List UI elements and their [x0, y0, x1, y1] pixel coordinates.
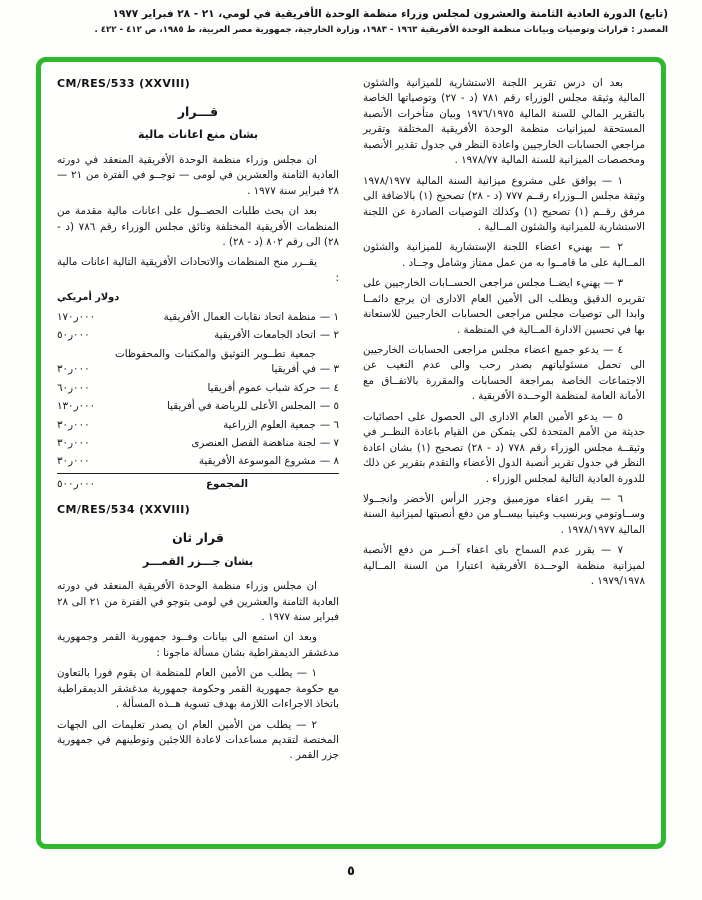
grant-number: ٤ — [319, 381, 339, 394]
grant-amount: ٠٠٠ر٦٠ [57, 381, 90, 394]
grant-row [57, 418, 339, 433]
header-session-line: (تابع) الدورة العادية الثامنة والعشرون لمجلس وزراء منظمة الوحدة الأفريقية في لومي، ٢١ - ٢٨ فبراير ١٩٧٧ [112, 8, 668, 20]
header-source-line: المصدر : قرارات وتوصيات وبيانات منظمة الوحدة الأفريقية ١٩٦٣ - ١٩٨٣، وزارة الخارجية، جمهورية مصر العربية، ط ١٩٨٥، ص ٤١٢ - ٤٢٢ . [94, 25, 668, 35]
grants-total-label: المجموع [205, 477, 249, 490]
grant-name: منظمة اتحاد نقابات العمال الأفريقية [163, 310, 316, 323]
grant-number: ٧ — [319, 437, 339, 449]
resolution-paragraph: ١ — يوافق على مشروع ميزانية السنة المالية ١٩٧٨/١٩٧٧ وثيقة مجلس الــوزراء رقــم ٧٧٧ (د - ٢٨) تصحيح (١) بالاضافة الى مرفق رقــم (١) تصحيح (١) وكذلك التوصيات الصادرة عن اللجنة الاستشارية للميزانية والشئون المــالية . [363, 174, 646, 233]
grant-number: ٣ — [319, 363, 339, 376]
resolution-paragraph: ٢ — يهنيء اعضاء اللجنة الإستشارية للميزانية والشئون المــالية على ما قامــوا به من عمل ممتاز وشامل وجــاد . [363, 241, 645, 269]
grants-total-row [57, 473, 339, 492]
grant-name: اتحاد الجامعات الأفريقية [214, 329, 316, 342]
grant-row [57, 328, 339, 343]
resolution-paragraph: يقــرر منح المنظمات والاتحادات الأفريقية التالية اعانات مالية : [57, 256, 339, 284]
resolution-title: قـــرار [177, 103, 219, 119]
grant-name: لجنة مناهضة الفصل العنصرى [191, 437, 316, 449]
grant-row [57, 310, 339, 325]
resolution-subtitle-2: بشان جـــزر القمـــر [142, 554, 254, 568]
resolution-paragraph: ٦ — يقرر اعفاء موزمبيق وجزر الرأس الأخضر وانجــولا وســاوتومي وبرنسيب وغينيا بيســاو من دفع أنصبتها لميزانية السنة المالية ١٩٧٨/١٩٧٧ . [363, 492, 645, 536]
resolution-reference-534: CM/RES/534 (XXVIII) [57, 503, 191, 517]
grant-number: ٢ — [319, 329, 339, 342]
grant-number: ٨ — [319, 455, 339, 468]
resolution-paragraph: بعد ان درس تقرير اللجنة الاستشارية للميزانية والشئون المالية وثيقة مجلس الوزراء رقم ٧٨١ (د - ٢٧) وتوصياتها الخاصة بالتقرير المالي للسنة المالية ١٩٧٦/١٩٧٥ وبيان متأخرات الأنصبة المستحقة لميزانيات منظمة الوحدة الأفريقية المختلفة وتقرير مراجعي الحسابات الخارجيين واعادة النظر في جدول تقدير الأنصبة ومخصصات الميزانية للسنة المالية ١٩٧٨/٧٧ . [363, 77, 645, 167]
resolution-paragraph: ان مجلس وزراء منظمة الوحدة الأفريقية المنعقد في دورته العادية الثامنة والعشرين في لومى بتوجو في الفترة من ٢١ الى ٢٨ فبراير سنة ١٩٧٧ . [57, 580, 339, 623]
resolution-paragraph: ٧ — يقرر عدم السماح باى اعفاء آخــر من دفع الأنصبة لميزانية منظمة الوحــدة الأفريقية اعتبارا من السنة المــالية ١٩٧٩/١٩٧٨ . [363, 544, 645, 588]
resolution-paragraph: ٢ — يطلب من الأمين العام ان يصدر تعليمات الى الجهات المختصة لتقديم مساعدات لاعادة اللاجئين وتوطينهم في جمهورية جزر القمر . [57, 718, 339, 762]
grant-row [57, 381, 339, 396]
grant-amount: ٠٠٠ر٣٠ [57, 437, 90, 449]
resolution-subtitle: بشان منع اعانات مالية [137, 128, 259, 142]
grant-amount: ٠٠٠ر٣٠ [57, 455, 90, 468]
resolution-paragraph: ٤ — يدعو جميع اعضاء مجلس مراجعى الحسابات الخارجيين الى تحمل مسئولياتهم بصدر رحب والى عدم التغيب عن الاجتماعات الخاصة بمراجعة الحسابات والمقررة بالاتفــاق مع الأمانة العامة لمنظمة الوحــدة الأفريقية . [363, 344, 645, 403]
resolution-paragraph: ٣ — يهنيء ايضــا مجلس مراجعى الحســابات الخارجيين على تقريره الدقيق ويطلب الى الأمين العام الادارى ان يرجع دائمــا وابدا الى توصيات مجلس مراجعى الحسابات الخارجيين للاستعانة بها في تحسين الادارة المــالية في المنظمة . [363, 277, 645, 336]
grant-row [57, 399, 339, 414]
grant-name: جمعية تطــوير التوثيق والمكتبات والمحفوظات في أفريقيا [115, 347, 316, 376]
resolution-title-2: قرار ثان [172, 529, 224, 545]
left-column [57, 76, 339, 830]
content-frame [36, 57, 666, 849]
page-number: ٥ [347, 864, 355, 879]
grant-amount: ٠٠٠ر١٧٠ [57, 310, 96, 323]
grant-amount: ٠٠٠ر٣٠ [57, 363, 90, 376]
grant-name: حركة شباب عموم أفريقيا [207, 381, 316, 394]
resolution-paragraph: ان مجلس وزراء منظمة الوحدة الأفريقية المنعقد في دورته العادية الثامنة والعشرين في لومى — توجــو في الفترة من ٢١ — ٢٨ فبراير سنة ١٩٧٧ . [57, 153, 339, 197]
grant-amount: ٠٠٠ر٣٠ [57, 418, 90, 431]
resolution-reference-533: CM/RES/533 (XXVIII) [57, 77, 191, 90]
grant-name: جمعية العلوم الزراعية [223, 418, 316, 431]
grant-amount: ٠٠٠ر١٣٠ [57, 400, 96, 413]
grant-name: مشروع الموسوعة الأفريقية [198, 455, 316, 468]
resolution-paragraph: ١ — يطلب من الأمين العام للمنظمة ان يقوم فورا بالتعاون مع حكومة جمهورية القمر وحكومة جمهورية مدغشقر الديمقراطية باتخاذ الاجراءات اللازمة بهدف تسوية هــذه المسألة . [57, 667, 339, 711]
grant-number: ٥ — [319, 400, 339, 413]
right-column [363, 76, 645, 830]
document-header [34, 8, 668, 35]
currency-label: دولار أمريكي [57, 292, 120, 304]
resolution-paragraph: ٥ — يدعو الأمين العام الادارى الى الحصول على احصائيات حديثة من الأمم المتحدة لكى يتمكن من القيام باعادة النظــر في وثيقــة مجلس الوزراء رقم ٧٧٨ (د - ٢٨) تصحيح (١) بشان اعادة النظر في جدول تقرير أنصبة الدول الأعضاء والتقدم بتقرير عن ذلك للدورة العادية التالية لمجلس الوزراء . [363, 410, 645, 485]
grants-total-amount: ٠٠٠ر٥٠٠ [57, 477, 96, 490]
grant-number: ٦ — [319, 418, 339, 431]
grant-row [57, 454, 339, 469]
grant-amount: ٠٠٠ر٥٠ [57, 329, 90, 342]
resolution-paragraph: بعد ان بحث طلبات الحصــول على اعانات مالية مقدمة من المنظمات الأفريقية المختلفة وثائق مجلس الوزراء رقم ٧٨٦ (د - ٢٨) الى رقم ٨٠٢ (د - ٢٨) . [57, 205, 339, 248]
grant-name: المجلس الأعلى للرياضة في أفريقيا [167, 400, 316, 413]
grant-number: ١ — [319, 310, 339, 323]
grant-row [57, 436, 339, 451]
grant-row [57, 347, 339, 378]
resolution-paragraph: وبعد ان استمع الى بيانات وفــود جمهورية القمر وجمهورية مدغشقر الديمقراطية بشان مسألة ماجونا : [57, 631, 339, 659]
